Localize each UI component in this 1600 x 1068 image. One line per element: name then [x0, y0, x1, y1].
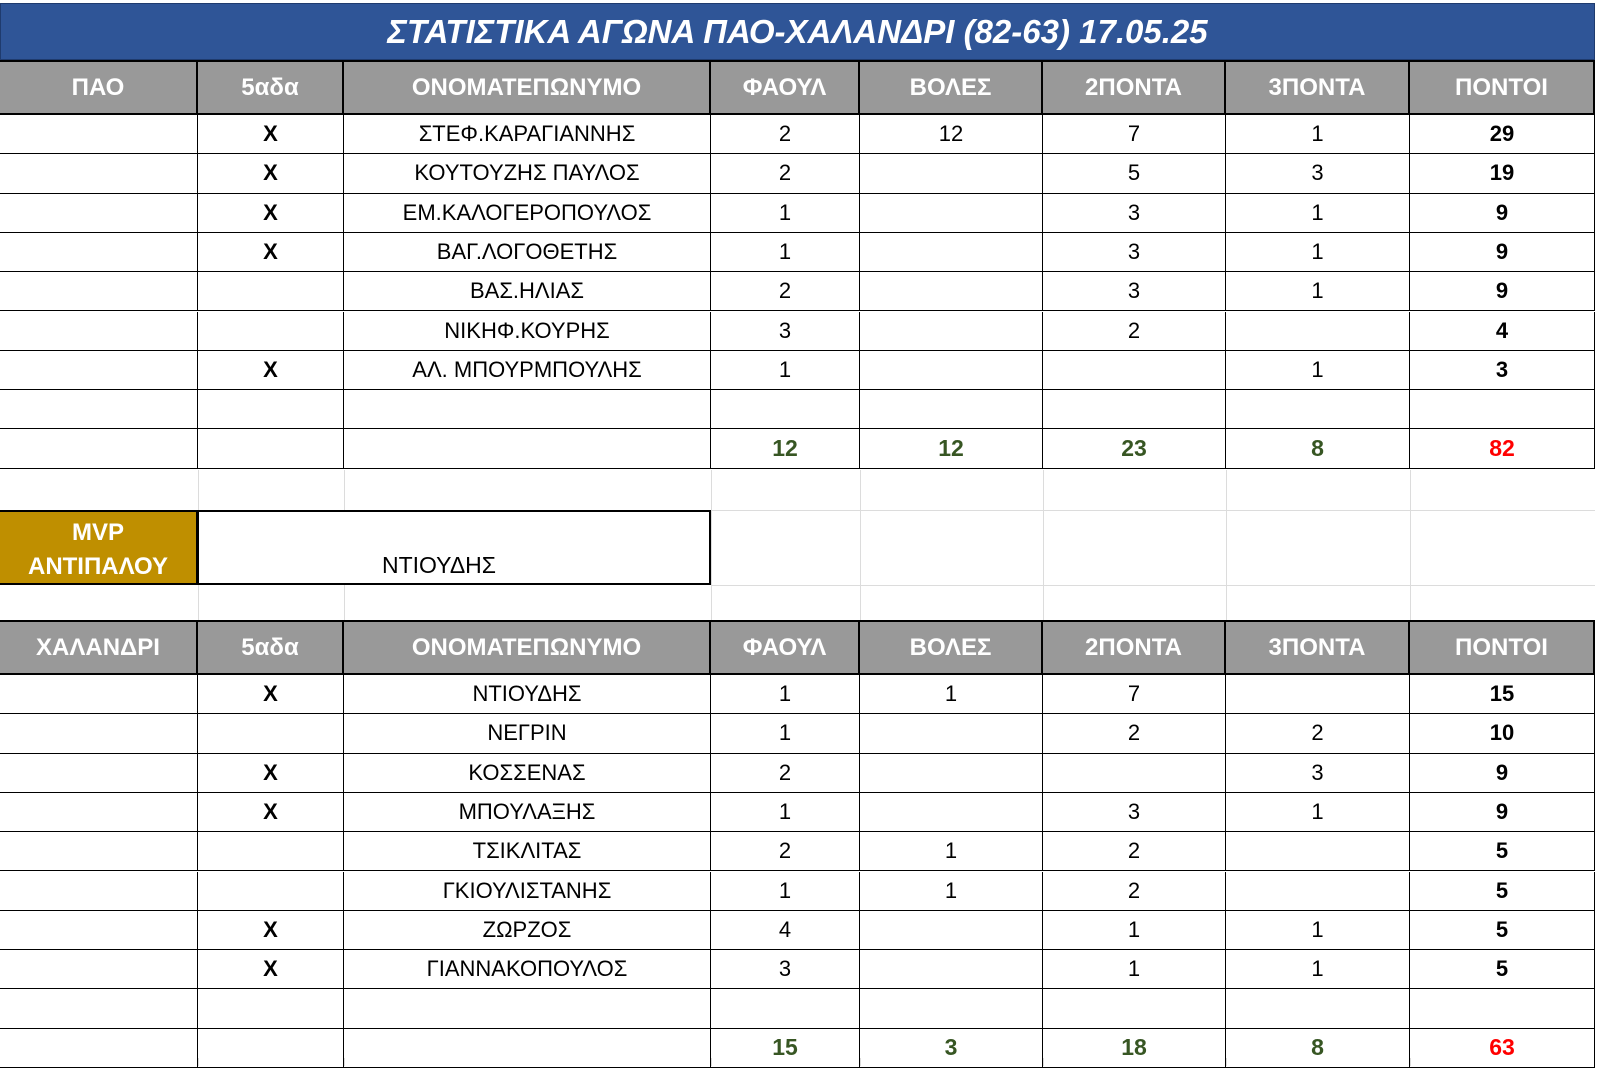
stat-fouls[interactable]: 2	[711, 154, 860, 193]
mvp-name-cell[interactable]	[197, 510, 711, 585]
gridline	[860, 1058, 861, 1066]
team-cell[interactable]	[0, 390, 198, 429]
gridline	[1226, 1058, 1227, 1066]
team-cell[interactable]	[0, 312, 198, 351]
gridline	[1043, 585, 1044, 620]
team-cell[interactable]	[0, 233, 198, 272]
column-header[interactable]: 5αδα	[198, 620, 344, 675]
stat-fouls[interactable]: 1	[711, 793, 860, 832]
gridline	[344, 1058, 345, 1066]
column-header[interactable]: ΠΟΝΤΟΙ	[1410, 60, 1595, 115]
starter-mark[interactable]	[198, 872, 344, 911]
stat-fouls[interactable]: 3	[711, 312, 860, 351]
team-cell[interactable]	[0, 872, 198, 911]
stat-points[interactable]: 29	[1410, 115, 1595, 154]
stat-three[interactable]: 1	[1226, 911, 1410, 950]
gridline	[711, 510, 1595, 511]
starter-mark[interactable]	[198, 312, 344, 351]
stat-three[interactable]	[1226, 989, 1410, 1028]
gridline	[344, 585, 345, 620]
gridline	[860, 470, 861, 510]
stat-two[interactable]: 2	[1043, 872, 1226, 911]
player-name[interactable]: ΣΤΕΦ.ΚΑΡΑΓΙΑΝΝΗΣ	[344, 115, 711, 154]
total-three[interactable]: 8	[1226, 1029, 1410, 1068]
team-cell[interactable]	[0, 194, 198, 233]
starter-mark[interactable]: Χ	[198, 351, 344, 390]
stat-two[interactable]: 2	[1043, 312, 1226, 351]
stat-two[interactable]	[1043, 390, 1226, 429]
team-cell[interactable]	[0, 989, 198, 1028]
stat-two[interactable]: 3	[1043, 233, 1226, 272]
stat-three[interactable]: 1	[1226, 233, 1410, 272]
stat-two[interactable]: 7	[1043, 115, 1226, 154]
total-fouls[interactable]: 12	[711, 429, 860, 468]
starter-mark[interactable]: Χ	[198, 754, 344, 793]
team-cell[interactable]	[0, 351, 198, 390]
stat-ft[interactable]	[860, 989, 1043, 1028]
stat-points[interactable]: 9	[1410, 793, 1595, 832]
stat-fouls[interactable]: 2	[711, 272, 860, 311]
stat-points[interactable]: 9	[1410, 233, 1595, 272]
stat-three[interactable]: 2	[1226, 714, 1410, 753]
gridline	[1226, 470, 1227, 510]
stat-three[interactable]	[1226, 832, 1410, 871]
stat-two[interactable]	[1043, 989, 1226, 1028]
stat-ft[interactable]	[860, 390, 1043, 429]
stat-fouls[interactable]: 3	[711, 950, 860, 989]
stat-ft[interactable]	[860, 911, 1043, 950]
gridline	[198, 1058, 199, 1066]
stat-two[interactable]: 2	[1043, 714, 1226, 753]
team-cell[interactable]	[0, 793, 198, 832]
column-header[interactable]: 5αδα	[198, 60, 344, 115]
gridline	[860, 585, 861, 620]
player-name[interactable]: ΤΣΙΚΛΙΤΑΣ	[344, 832, 711, 871]
column-header[interactable]: 2ΠΟΝΤΑ	[1043, 60, 1226, 115]
stat-two[interactable]: 7	[1043, 675, 1226, 714]
gridline	[711, 470, 712, 510]
total-two[interactable]: 18	[1043, 1029, 1226, 1068]
player-name[interactable]: ΒΑΣ.ΗΛΙΑΣ	[344, 272, 711, 311]
mvp-label-line1: MVP	[71, 519, 124, 546]
column-header[interactable]: ΦΑΟΥΛ	[711, 620, 860, 675]
stat-ft[interactable]	[860, 154, 1043, 193]
stat-points[interactable]: 5	[1410, 911, 1595, 950]
starter-mark[interactable]: Χ	[198, 675, 344, 714]
stat-points[interactable]: 9	[1410, 754, 1595, 793]
column-header[interactable]: ΒΟΛΕΣ	[860, 60, 1043, 115]
stat-three[interactable]: 1	[1226, 351, 1410, 390]
stat-points[interactable]: 10	[1410, 714, 1595, 753]
sheet-title: ΣΤΑΤΙΣΤΙΚΑ ΑΓΩΝΑ ΠΑΟ-ΧΑΛΑΝΔΡΙ (82-63) 17.05.25	[0, 3, 1595, 60]
stat-points[interactable]: 5	[1410, 872, 1595, 911]
stat-three[interactable]: 3	[1226, 154, 1410, 193]
starter-mark[interactable]	[198, 1029, 344, 1068]
starter-mark[interactable]: Χ	[198, 115, 344, 154]
player-name[interactable]: ΝΤΙΟΥΔΗΣ	[344, 675, 711, 714]
stat-three[interactable]: 1	[1226, 194, 1410, 233]
starter-mark[interactable]	[198, 272, 344, 311]
column-header[interactable]: ΒΟΛΕΣ	[860, 620, 1043, 675]
stat-ft[interactable]	[860, 793, 1043, 832]
player-name[interactable]: ΖΩΡΖΟΣ	[344, 911, 711, 950]
starter-mark[interactable]: Χ	[198, 154, 344, 193]
starter-mark[interactable]	[198, 832, 344, 871]
player-name[interactable]: ΕΜ.ΚΑΛΟΓΕΡΟΠΟΥΛΟΣ	[344, 194, 711, 233]
total-two[interactable]: 23	[1043, 429, 1226, 468]
stat-two[interactable]	[1043, 754, 1226, 793]
column-header[interactable]: ΠΑΟ	[0, 60, 198, 115]
player-name[interactable]: ΝΕΓΡΙΝ	[344, 714, 711, 753]
stat-fouls[interactable]: 1	[711, 714, 860, 753]
starter-mark[interactable]: Χ	[198, 793, 344, 832]
gridline	[1043, 470, 1044, 510]
player-name[interactable]: ΓΚΙΟΥΛΙΣΤΑΝΗΣ	[344, 872, 711, 911]
stat-points[interactable]	[1410, 989, 1595, 1028]
mvp-label-line2: ΑΝΤΙΠΑΛΟΥ	[27, 553, 169, 580]
team-cell[interactable]	[0, 950, 198, 989]
stat-two[interactable]: 5	[1043, 154, 1226, 193]
gridline	[1410, 1058, 1411, 1066]
stat-points[interactable]: 5	[1410, 950, 1595, 989]
stat-fouls[interactable]: 2	[711, 754, 860, 793]
stat-points[interactable]: 5	[1410, 832, 1595, 871]
total-points[interactable]: 63	[1410, 1029, 1595, 1068]
total-three[interactable]: 8	[1226, 429, 1410, 468]
stat-two[interactable]: 3	[1043, 194, 1226, 233]
starter-mark[interactable]	[198, 989, 344, 1028]
stat-ft[interactable]: 1	[860, 872, 1043, 911]
player-name[interactable]	[344, 429, 711, 468]
stat-fouls[interactable]	[711, 390, 860, 429]
column-header[interactable]: 2ΠΟΝΤΑ	[1043, 620, 1226, 675]
stat-three[interactable]: 1	[1226, 115, 1410, 154]
player-name[interactable]	[344, 989, 711, 1028]
player-name[interactable]: ΚΟΣΣΕΝΑΣ	[344, 754, 711, 793]
column-header[interactable]: 3ΠΟΝΤΑ	[1226, 60, 1410, 115]
stat-ft[interactable]	[860, 351, 1043, 390]
player-name[interactable]	[344, 390, 711, 429]
total-points[interactable]: 82	[1410, 429, 1595, 468]
gridline	[198, 470, 199, 510]
stat-points[interactable]	[1410, 390, 1595, 429]
gridline	[1410, 510, 1411, 585]
stat-ft[interactable]	[860, 194, 1043, 233]
gridline	[198, 585, 199, 620]
stat-ft[interactable]	[860, 272, 1043, 311]
column-header[interactable]: ΠΟΝΤΟΙ	[1410, 620, 1595, 675]
team-cell[interactable]	[0, 832, 198, 871]
gridline	[711, 510, 712, 585]
column-header[interactable]: ΟΝΟΜΑΤΕΠΩΝΥΜΟ	[344, 620, 711, 675]
stat-points[interactable]: 9	[1410, 272, 1595, 311]
total-ft[interactable]: 12	[860, 429, 1043, 468]
stat-fouls[interactable]: 2	[711, 115, 860, 154]
total-ft[interactable]: 3	[860, 1029, 1043, 1068]
team-cell[interactable]	[0, 911, 198, 950]
stat-two[interactable]	[1043, 351, 1226, 390]
stat-points[interactable]: 4	[1410, 312, 1595, 351]
gridline	[1226, 585, 1227, 620]
stat-points[interactable]: 15	[1410, 675, 1595, 714]
stat-three[interactable]: 1	[1226, 793, 1410, 832]
starter-mark[interactable]: Χ	[198, 233, 344, 272]
stat-fouls[interactable]: 1	[711, 351, 860, 390]
starter-mark[interactable]: Χ	[198, 911, 344, 950]
column-header[interactable]: 3ΠΟΝΤΑ	[1226, 620, 1410, 675]
total-fouls[interactable]: 15	[711, 1029, 860, 1068]
gridline	[344, 470, 345, 510]
player-name[interactable]: ΓΙΑΝΝΑΚΟΠΟΥΛΟΣ	[344, 950, 711, 989]
stat-ft[interactable]	[860, 950, 1043, 989]
starter-mark[interactable]: Χ	[198, 194, 344, 233]
column-header[interactable]: ΧΑΛΑΝΔΡΙ	[0, 620, 198, 675]
gridline	[860, 510, 861, 585]
stat-three[interactable]: 1	[1226, 950, 1410, 989]
starter-mark[interactable]	[198, 429, 344, 468]
stat-ft[interactable]	[860, 233, 1043, 272]
player-name[interactable]	[344, 1029, 711, 1068]
team-cell[interactable]	[0, 115, 198, 154]
mvp-name: ΝΤΙΟΥΔΗΣ	[381, 552, 497, 578]
stat-points[interactable]: 9	[1410, 194, 1595, 233]
stat-two[interactable]: 2	[1043, 832, 1226, 871]
player-name[interactable]: ΒΑΓ.ΛΟΓΟΘΕΤΗΣ	[344, 233, 711, 272]
gridline	[1410, 585, 1411, 620]
player-name[interactable]: ΚΟΥΤΟΥΖΗΣ ΠΑΥΛΟΣ	[344, 154, 711, 193]
team-cell[interactable]	[0, 429, 198, 468]
gridline	[1043, 1058, 1044, 1066]
stat-ft[interactable]: 1	[860, 675, 1043, 714]
stat-three[interactable]: 1	[1226, 272, 1410, 311]
gridline	[711, 585, 712, 620]
stat-two[interactable]: 1	[1043, 911, 1226, 950]
gridline	[1410, 470, 1411, 510]
player-name[interactable]: ΜΠΟΥΛΑΞΗΣ	[344, 793, 711, 832]
starter-mark[interactable]	[198, 390, 344, 429]
column-header[interactable]: ΟΝΟΜΑΤΕΠΩΝΥΜΟ	[344, 60, 711, 115]
stat-three[interactable]	[1226, 312, 1410, 351]
gridline	[1043, 510, 1044, 585]
mvp-label	[0, 510, 198, 585]
stat-points[interactable]: 19	[1410, 154, 1595, 193]
team-cell[interactable]	[0, 675, 198, 714]
stat-three[interactable]	[1226, 390, 1410, 429]
gridline	[711, 1058, 712, 1066]
stat-ft[interactable]	[860, 714, 1043, 753]
player-name[interactable]: ΝΙΚΗΦ.ΚΟΥΡΗΣ	[344, 312, 711, 351]
stat-fouls[interactable]: 1	[711, 675, 860, 714]
stat-two[interactable]: 3	[1043, 793, 1226, 832]
column-header[interactable]: ΦΑΟΥΛ	[711, 60, 860, 115]
stat-ft[interactable]	[860, 754, 1043, 793]
team-cell[interactable]	[0, 754, 198, 793]
team-cell[interactable]	[0, 1029, 198, 1068]
stat-points[interactable]: 3	[1410, 351, 1595, 390]
starter-mark[interactable]	[198, 714, 344, 753]
team-cell[interactable]	[0, 272, 198, 311]
stat-three[interactable]: 3	[1226, 754, 1410, 793]
stat-fouls[interactable]: 1	[711, 194, 860, 233]
stat-ft[interactable]: 1	[860, 832, 1043, 871]
stat-ft[interactable]: 12	[860, 115, 1043, 154]
stat-fouls[interactable]: 2	[711, 832, 860, 871]
team-cell[interactable]	[0, 154, 198, 193]
stat-ft[interactable]	[860, 312, 1043, 351]
stat-three[interactable]	[1226, 675, 1410, 714]
stat-three[interactable]	[1226, 872, 1410, 911]
player-name[interactable]: ΑΛ. ΜΠΟΥΡΜΠΟΥΛΗΣ	[344, 351, 711, 390]
stat-two[interactable]: 3	[1043, 272, 1226, 311]
stat-fouls[interactable]: 4	[711, 911, 860, 950]
gridline	[711, 585, 1595, 586]
stat-fouls[interactable]	[711, 989, 860, 1028]
stat-fouls[interactable]: 1	[711, 233, 860, 272]
team-cell[interactable]	[0, 714, 198, 753]
stat-fouls[interactable]: 1	[711, 872, 860, 911]
gridline	[1226, 510, 1227, 585]
stat-two[interactable]: 1	[1043, 950, 1226, 989]
starter-mark[interactable]: Χ	[198, 950, 344, 989]
